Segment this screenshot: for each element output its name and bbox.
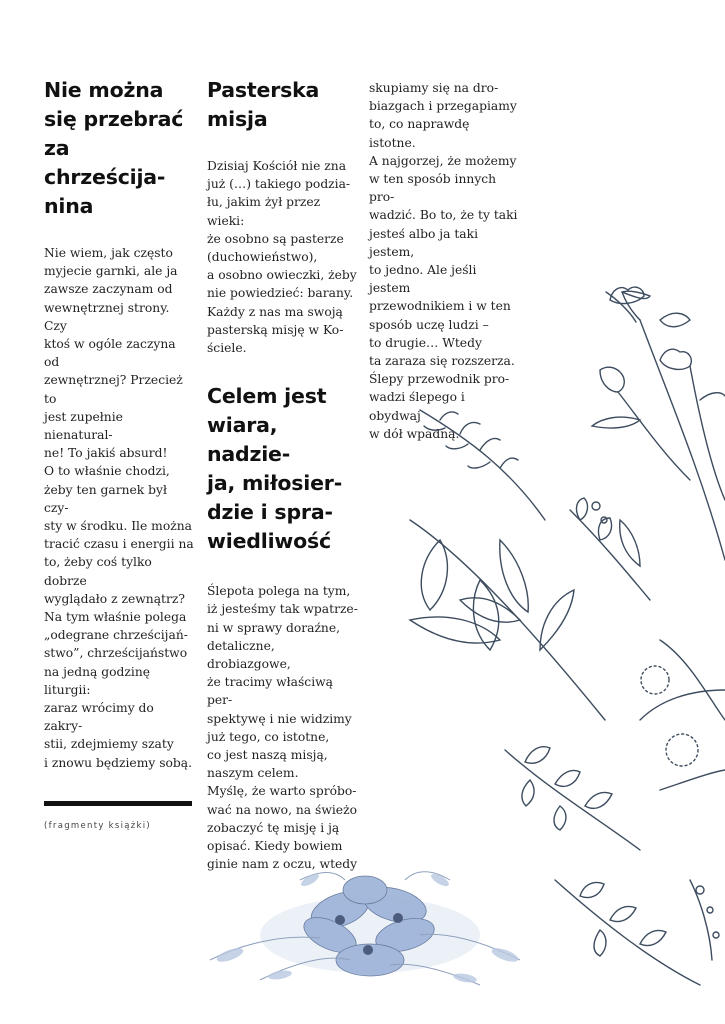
paragraph: Dzisiaj Kościół nie zna już (…) takiego podzia- łu, jakim żył przez wieki: że osobno są pasterze (duchowieństwo), a osobno owieczki, żeby nie powiedzieć: barany. Każdy z nas ma swoją pasterską misję w Ko- ściele. [207, 159, 357, 356]
section-heading-nie-mozna: Nie można się przebrać za chrześcija- nina [44, 78, 184, 218]
paragraph: skupiamy się na dro- biazgach i przegapiamy to, co naprawdę istotne. A najgorzej, że możemy w ten sposób innych pro- wadzić. Bo to, że ty taki jesteś albo ja taki jestem, to jedno. Ale jeśli jestem przewodnikiem i w ten sposób uczę ludzi – to drugie… Wtedy ta zaraza się rozszerza. Ślepy przewodnik pro- wadzi ślepego i obydwaj w dół wpadną. [369, 81, 518, 441]
paragraph: Ślepota polega na tym, iż jesteśmy tak wpatrze- ni w sprawy doraźne, detaliczne, drobiazgowe, że tracimy właściwą per- spektywę i nie widzimy już tego, co istotne, co jest naszą misją, naszym celem. [207, 584, 358, 781]
paragraph: O to właśnie chodzi, żeby ten garnek był czy- sty w środku. Ile można tracić czasu i energii na to, żeby coś tylko dobrze wyglądało z zewnątrz? [44, 464, 194, 606]
section-heading-pasterska-misja: Pasterska misja [207, 78, 320, 131]
paragraph: Myślę, że warto spróbo- wać na nowo, na świeżo zobaczyć tę misję i ją opisać. Kiedy bowiem ginie nam z oczu, wtedy [207, 784, 358, 872]
watercolor-flower-bouquet [210, 872, 520, 985]
footer-credit: (fragmenty książki) [44, 821, 152, 831]
paragraph: Na tym właśnie polega „odegrane chrześcijań- stwo”, chrześcijaństwo na jedną godzinę liturgii: zaraz wrócimy do zakry- stii, zdejmiemy szaty i znowu będziemy sobą. [44, 610, 193, 770]
section-heading-celem-jest: Celem jest wiara, nadzie- ja, miłosier- dzie i spra- wiedliwość [207, 384, 343, 554]
paragraph: Nie wiem, jak często myjecie garnki, ale ja zawsze zaczynam od wewnętrznej strony. Czy ktoś w ogóle zaczyna od zewnętrznej? Przecież to jest zupełnie nienatural- ne! To jakiś absurd! [44, 246, 183, 461]
line-art-branches [410, 287, 725, 985]
